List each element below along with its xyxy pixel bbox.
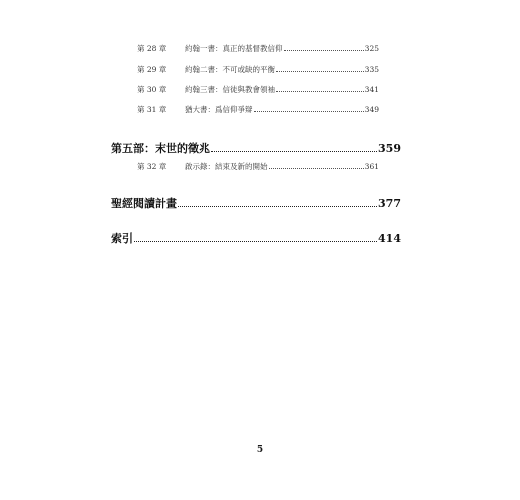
chapter-title: 約翰二書：不可或缺的平衡	[185, 65, 275, 74]
toc-chapter-32[interactable]	[137, 161, 379, 172]
toc-chapter-29[interactable]	[137, 64, 379, 75]
chapter-number: 第 31 章	[137, 105, 167, 114]
chapter-page: 361	[364, 162, 379, 171]
toc-reading-plan[interactable]	[111, 195, 401, 211]
index-page: 414	[378, 232, 401, 245]
chapter-title: 約翰一書：真正的基督教信仰	[185, 44, 283, 53]
chapter-title: 啟示錄：結束及新的開始	[185, 162, 268, 171]
chapter-title: 猶大書：爲信仰爭辯	[185, 105, 253, 114]
page-number: 5	[256, 445, 264, 455]
toc-part-five[interactable]	[111, 140, 401, 156]
chapter-number: 第 29 章	[137, 65, 167, 74]
dot-leader	[269, 168, 364, 169]
chapter-page: 325	[364, 44, 379, 53]
index-title: 索引	[111, 232, 133, 245]
toc-chapter-28[interactable]	[137, 43, 379, 54]
toc-chapter-31[interactable]	[137, 104, 379, 115]
chapter-page: 349	[364, 105, 379, 114]
part-title: 第五部：末世的徵兆	[111, 142, 210, 155]
dot-leader	[211, 151, 377, 152]
chapter-page: 335	[364, 65, 379, 74]
chapter-number: 第 30 章	[137, 85, 167, 94]
toc-index[interactable]	[111, 230, 401, 246]
chapter-page: 341	[364, 85, 379, 94]
toc-chapter-30[interactable]	[137, 84, 379, 95]
chapter-number: 第 32 章	[137, 162, 167, 171]
dot-leader	[134, 241, 377, 242]
part-page: 359	[378, 142, 401, 155]
dot-leader	[284, 50, 364, 51]
dot-leader	[178, 206, 377, 207]
dot-leader	[254, 111, 364, 112]
reading-plan-title: 聖經閱讀計畫	[111, 197, 177, 210]
chapter-title: 約翰三書：信徒與教會領袖	[185, 85, 275, 94]
chapter-number: 第 28 章	[137, 44, 167, 53]
dot-leader	[276, 71, 364, 72]
reading-plan-page: 377	[378, 197, 401, 210]
dot-leader	[276, 91, 364, 92]
